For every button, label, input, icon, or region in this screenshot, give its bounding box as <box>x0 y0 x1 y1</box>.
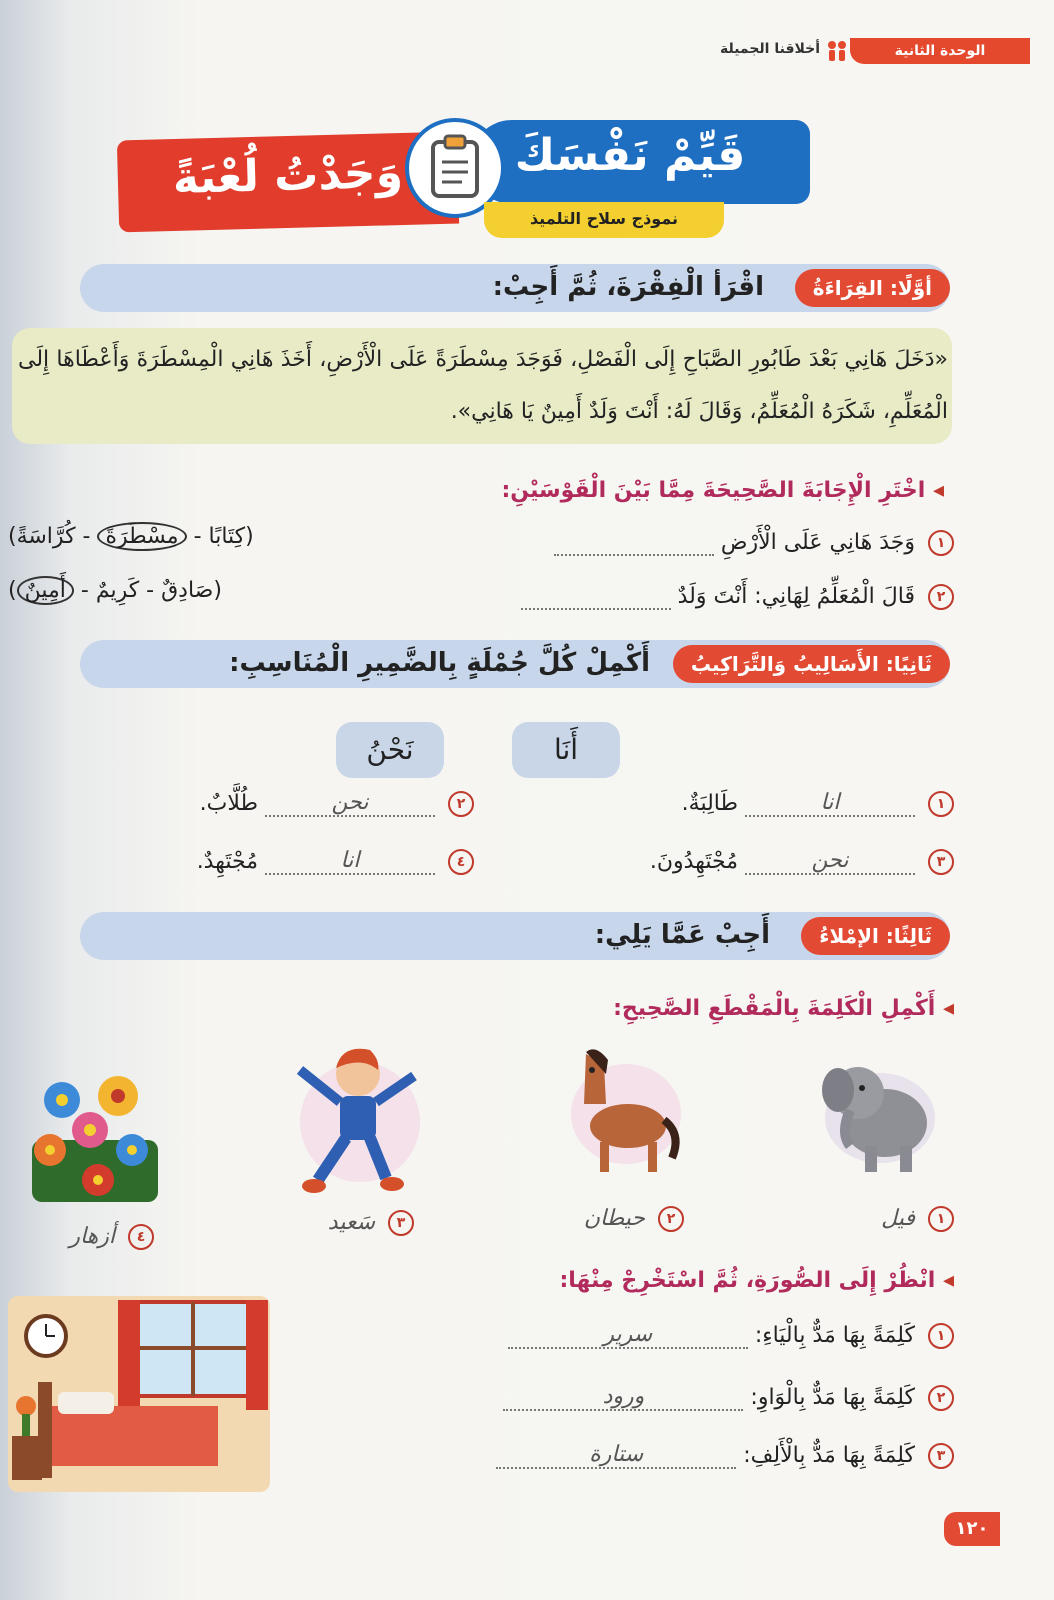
extract-item-3 <box>496 1442 954 1469</box>
item-number: ٣ <box>388 1210 414 1236</box>
unit-title: أخلاقنا الجميلة <box>720 41 820 57</box>
extract-prompt: كَلِمَةً بِهَا مَدٌّ بِالْوَاوِ: <box>750 1385 915 1410</box>
item-number: ١ <box>928 791 954 817</box>
extract-item-2 <box>503 1384 954 1411</box>
completed-word[interactable]: حيطان <box>583 1206 645 1231</box>
item-number: ٢ <box>448 791 474 817</box>
item-number: ١ <box>928 1206 954 1232</box>
item-word: طُلَّابٌ. <box>199 791 258 816</box>
structures-section-heading <box>80 640 950 688</box>
item-word: مُجْتَهِدُونَ. <box>649 849 738 874</box>
item-number: ٣ <box>928 849 954 875</box>
choices-close: - كُرَّاسَةً) <box>8 524 98 549</box>
assess-banner <box>470 120 810 204</box>
item-number: ٢ <box>658 1206 684 1232</box>
reading-instruction: اقْرَأ الْفِقْرَةَ، ثُمَّ أَجِبْ: <box>492 272 764 302</box>
page-number: ١٢٠ <box>944 1512 1000 1546</box>
question-number: ٢ <box>928 584 954 610</box>
reading-label: أوَّلًا: القِرَاءَةُ <box>795 269 950 307</box>
reading-paragraph: «دَخَلَ هَانِي بَعْدَ طَابُورِ الصَّبَاحِ إِلَى الْفَصْلِ، فَوَجَدَ مِسْطَرَةً عَلَى الْأَرْضِ، أَخَذَ هَانِي الْمِسْطَرَةَ وَأَعْطَاهَا إِلَى الْمُعَلِّمِ، شَكَرَهُ الْمُعَلِّمُ، وَقَالَ لَهُ: أَنْتَ وَلَدٌ أَمِينٌ يَا هَانِي». <box>18 347 948 424</box>
dictation-instruction: أَجِبْ عَمَّا يَلِي: <box>594 920 770 950</box>
structures-label: ثَانِيًا: الأَسَالِيبُ وَالتَّرَاكِيبُ <box>673 645 950 683</box>
reading-section-heading <box>80 264 950 312</box>
completed-word[interactable]: فيل <box>881 1206 915 1231</box>
word-item-4 <box>69 1224 154 1250</box>
unit-badge: الوحدة الثانية <box>850 38 1030 64</box>
pronoun-ana: أَنَا <box>512 722 620 778</box>
question-number: ١ <box>928 530 954 556</box>
look-instruction: ◂ انْظُرْ إِلَى الصُّورَةِ، ثُمَّ اسْتَخْرِجْ مِنْهَا: <box>559 1268 954 1293</box>
pronoun-nahnu: نَحْنُ <box>336 722 444 778</box>
question-text: قَالَ الْمُعَلِّمُ لِهَانِي: أَنْتَ وَلَدٌ <box>677 584 915 609</box>
choices-2 <box>8 578 222 603</box>
item-number: ٢ <box>928 1385 954 1411</box>
top-header <box>700 38 1030 64</box>
item-number: ٤ <box>448 849 474 875</box>
model-label: نموذج سلاح التلميذ <box>529 209 679 228</box>
extract-item-1 <box>508 1322 954 1349</box>
item-number: ٤ <box>128 1224 154 1250</box>
handwritten-answer[interactable]: سرير <box>508 1322 748 1349</box>
extract-prompt: كَلِمَةً بِهَا مَدٌّ بِالْيَاءِ: <box>754 1323 915 1348</box>
flowers-icon <box>22 1070 168 1206</box>
choices-open: (صَادِقٌ - كَرِيمٌ - <box>73 578 222 603</box>
word-item-3 <box>328 1210 414 1236</box>
bedroom-picture <box>8 1296 270 1492</box>
horse-icon <box>556 1034 686 1182</box>
circled-answer: أَمِينٌ <box>17 576 74 605</box>
item-number: ٣ <box>928 1443 954 1469</box>
happy-boy-icon <box>282 1030 428 1200</box>
structure-item-3 <box>650 848 954 875</box>
handwritten-answer[interactable]: ورود <box>503 1384 743 1411</box>
choices-1 <box>8 524 254 549</box>
structure-item-4 <box>197 848 474 875</box>
lesson-title: وَجَدْتُ لُعْبَةً <box>172 147 404 205</box>
answer-blank[interactable] <box>521 608 671 610</box>
choices-open: (كِتَابًا - <box>186 524 254 549</box>
handwritten-answer[interactable]: انا <box>265 848 435 875</box>
choices-close: ) <box>8 578 17 603</box>
structure-item-2 <box>200 790 474 817</box>
answer-blank[interactable] <box>554 554 714 556</box>
word-item-1 <box>881 1206 954 1232</box>
dictation-label: ثَالِثًا: الإمْلاءُ <box>801 917 950 955</box>
structure-item-1 <box>682 790 954 817</box>
kids-icon <box>824 40 850 62</box>
assess-title: قَيِّمْ نَفْسَكَ <box>514 130 746 181</box>
completed-word[interactable]: سَعيد <box>327 1210 375 1235</box>
item-word: طَالِبَةٌ. <box>681 791 738 816</box>
question-text: وَجَدَ هَانِي عَلَى الْأَرْضِ <box>720 530 915 555</box>
complete-instruction: ◂ أَكْمِلِ الْكَلِمَةَ بِالْمَقْطَعِ الصَّحِيحِ: <box>613 996 954 1021</box>
question-2 <box>521 584 954 610</box>
handwritten-answer[interactable]: نحن <box>745 848 915 875</box>
extract-prompt: كَلِمَةً بِهَا مَدٌّ بِالْأَلِفِ: <box>743 1443 915 1468</box>
dictation-section-heading <box>80 912 950 960</box>
structures-instruction: أَكْمِلْ كُلَّ جُمْلَةٍ بِالضَّمِيرِ الْمُنَاسِبِ: <box>229 648 650 678</box>
word-item-2 <box>584 1206 684 1232</box>
model-tab <box>484 202 724 238</box>
handwritten-answer[interactable]: ستارة <box>496 1442 736 1469</box>
handwritten-answer[interactable]: انا <box>745 790 915 817</box>
circled-answer: مِسْطَرَةً <box>97 522 186 551</box>
completed-word[interactable]: أزهار <box>69 1224 115 1249</box>
item-number: ١ <box>928 1323 954 1349</box>
handwritten-answer[interactable]: نحن <box>265 790 435 817</box>
item-word: مُجْتَهِدٌ. <box>196 849 258 874</box>
question-1 <box>554 530 954 556</box>
choose-instruction: ◂ اخْتَرِ الْإِجَابَةَ الصَّحِيحَةَ مِمَّا بَيْنَ الْقَوْسَيْنِ: <box>501 478 944 503</box>
elephant-icon <box>810 1038 950 1178</box>
